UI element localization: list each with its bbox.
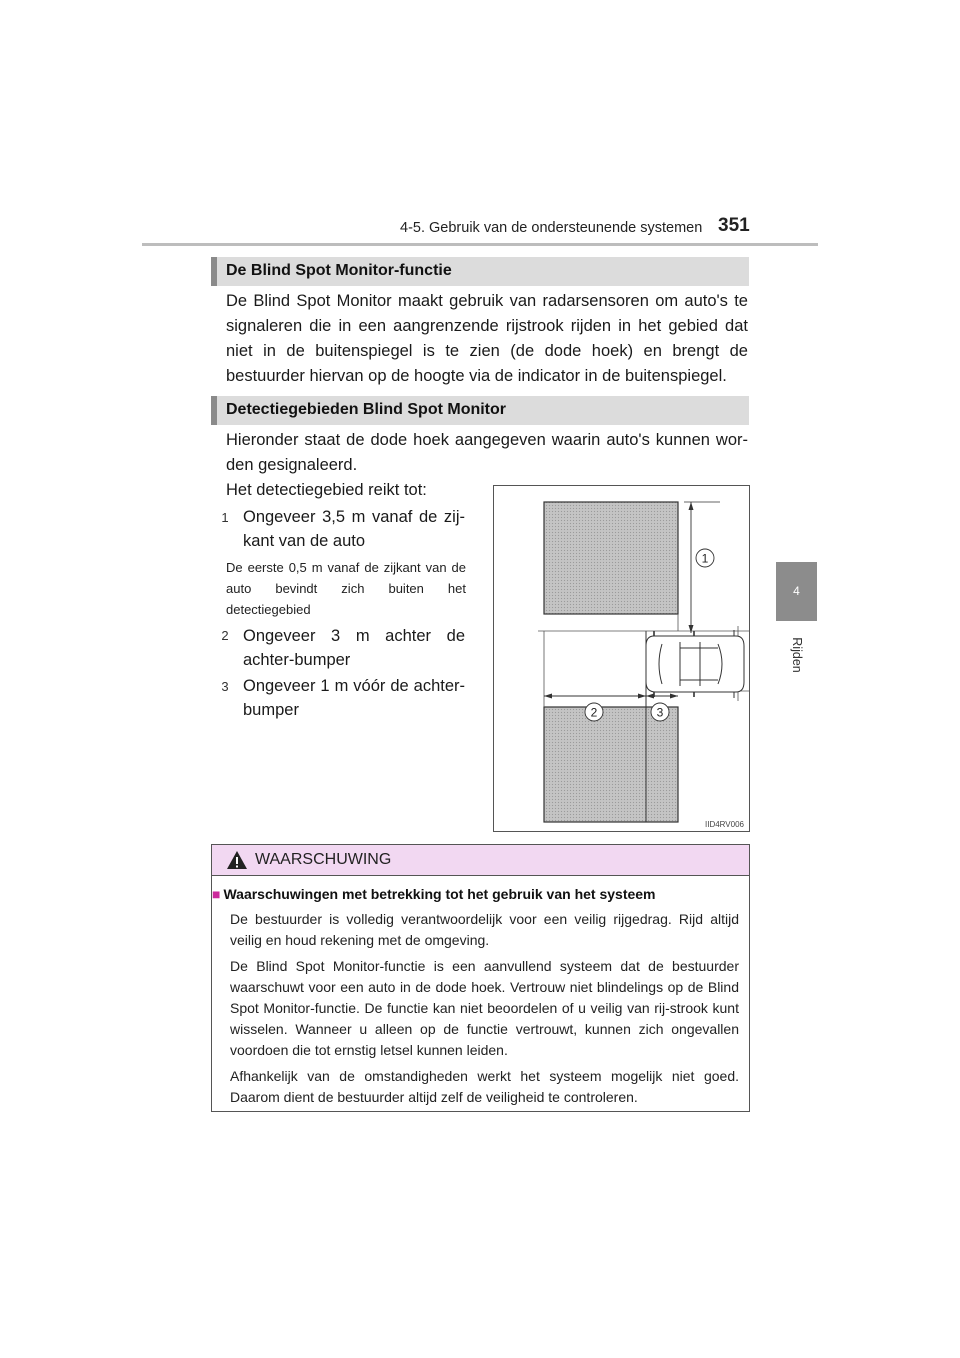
callout-3-label: 3 (656, 705, 664, 720)
chapter-tab[interactable]: 4 (776, 562, 817, 621)
car-icon (646, 630, 744, 698)
figure-code: IID4RV006 (705, 820, 744, 829)
callout-2-label: 2 (590, 705, 598, 720)
bullet-square-icon: ■ (212, 886, 221, 902)
item-1-text: Ongeveer 3,5 m vanaf de zij-kant van de auto (243, 508, 465, 550)
section-heading-blind-spot-monitor: De Blind Spot Monitor-functie (211, 257, 749, 286)
warning-triangle-icon (226, 850, 248, 870)
detection-area-diagram (494, 486, 749, 831)
item-number-1: 1 (221, 510, 229, 525)
warning-title: WAARSCHUWING (255, 851, 392, 868)
page-number: 351 (718, 215, 750, 236)
item-2-text: Ongeveer 3 m achter de achter-bumper (243, 627, 465, 669)
warning-paragraph-1: De bestuurder is volledig verantwoordelijk voor een veilig rijgedrag. Rijd altijd veilig en houd rekening met de omgeving. (230, 911, 739, 948)
detection-zone-rear (544, 707, 678, 822)
item-number-2: 2 (221, 628, 229, 643)
header-rule (142, 243, 818, 246)
warning-subtitle: ■ Waarschuwingen met betrekking tot het gebruik van het systeem (212, 886, 656, 902)
warning-box (211, 844, 750, 1112)
warning-paragraph-3: Afhankelijk van de omstandigheden werkt het systeem mogelijk niet goed. Daarom dient de bestuurder altijd zelf de veiligheid te controleren. (230, 1068, 739, 1105)
item-number-3: 3 (221, 679, 229, 694)
running-header-section: 4-5. Gebruik van de ondersteunende systemen (400, 220, 703, 236)
callout-1-label: 1 (701, 551, 709, 566)
warning-header (212, 845, 749, 876)
detection-zone-front (544, 502, 678, 614)
warning-paragraph-2: De Blind Spot Monitor-functie is een aanvullend systeem dat de bestuurder waarschuwt voor een auto in de dode hoek. Vertrouw niet blindelings op de Blind Spot Monitor-functie. De functie kan niet beoordelen of u veilig van rij-strook kunt wisselen. Wanneer u alleen op de functie vertrouwt, kunnen zich ongevallen voordoen die tot ernstig letsel kunnen leiden. (230, 958, 739, 1058)
item-1-note: De eerste 0,5 m vanaf de zijkant van de auto bevindt zich buiten het detectiegebied (226, 560, 466, 617)
section2-intro: Hieronder staat de dode hoek aangegeven waarin auto's kunnen wor-den gesignaleerd. (226, 431, 748, 474)
section1-body: De Blind Spot Monitor maakt gebruik van radarsensoren om auto's te signaleren die in een aangrenzende rijstrook rijden in het gebied dat niet in de buitenspiegel is te zien (de dode hoek) en brengt de bestuurder hiervan op de hoogte via de indicator in de buitenspiegel. (226, 292, 748, 385)
detection-area-figure (493, 485, 750, 832)
section2-reach: Het detectiegebied reikt tot: (226, 481, 427, 499)
item-3-text: Ongeveer 1 m vóór de achter-bumper (243, 677, 465, 719)
chapter-label: Rijden (789, 637, 804, 673)
section-heading-detection-areas: Detectiegebieden Blind Spot Monitor (211, 396, 749, 425)
